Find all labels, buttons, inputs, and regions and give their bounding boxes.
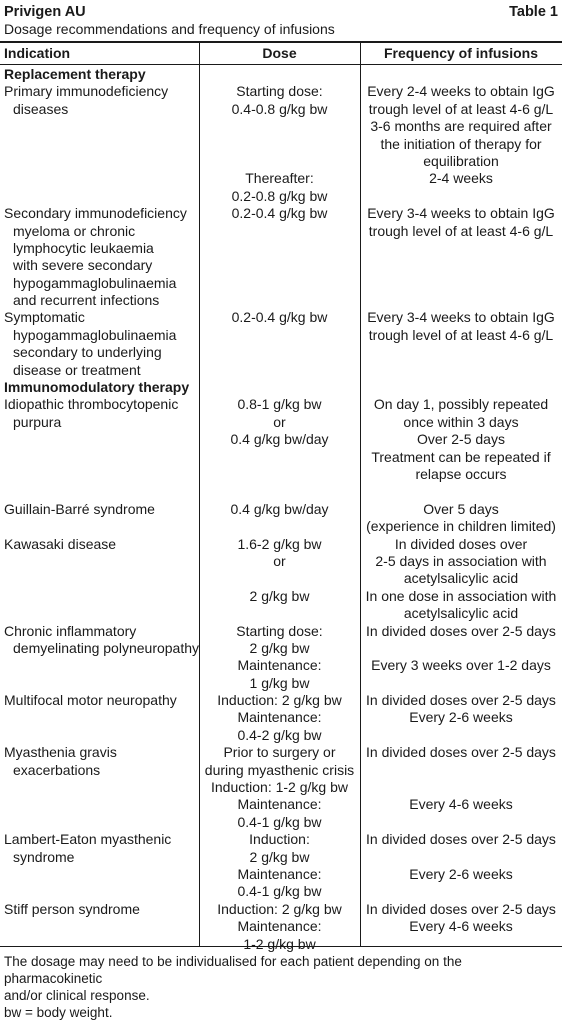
cell-line: Idiopathic thrombocytopenic xyxy=(4,396,179,413)
cell-line: In divided doses over 2-5 days xyxy=(366,900,556,917)
column-header-row xyxy=(0,43,562,64)
cell-line: acetylsalicylic acid xyxy=(403,605,519,622)
footnote xyxy=(4,953,558,1021)
cell-line: lymphocytic leukaemia xyxy=(13,239,154,256)
dose-cell xyxy=(199,831,360,901)
cell-line: Maintenance: xyxy=(237,796,322,813)
cell-line: and recurrent infections xyxy=(13,292,160,309)
indication-cell xyxy=(0,536,199,623)
table-row xyxy=(0,831,562,901)
cell-line xyxy=(4,675,199,692)
cell-line xyxy=(199,327,360,344)
cell-line: 0.2-0.4 g/kg bw xyxy=(231,309,328,326)
cell-line: Every 3-4 weeks to obtain IgG xyxy=(367,205,555,222)
indication-cell xyxy=(0,744,199,831)
cell-line: acetylsalicylic acid xyxy=(403,570,519,587)
cell-line: with severe secondary xyxy=(13,257,153,274)
cell-line xyxy=(199,518,360,535)
cell-line: relapse occurs xyxy=(415,466,507,483)
cell-line xyxy=(360,188,562,205)
cell-line: Treatment can be repeated if xyxy=(371,448,551,465)
cell-line xyxy=(199,344,360,361)
cell-line: 0.2-0.8 g/kg bw xyxy=(231,187,328,204)
cell-line: equilibration xyxy=(423,152,499,169)
cell-line: Every 4-6 weeks xyxy=(409,918,513,935)
cell-line: exacerbations xyxy=(13,761,101,778)
cell-line xyxy=(4,483,199,500)
table-title: Privigen AU xyxy=(4,4,86,20)
frequency-cell xyxy=(360,501,562,536)
dose-cell xyxy=(199,83,360,205)
frequency-cell xyxy=(360,309,562,379)
cell-line: 1-2 g/kg bw xyxy=(243,935,316,952)
cell-line: during myasthenic crisis xyxy=(204,761,355,778)
cell-line xyxy=(360,779,562,796)
dose-cell xyxy=(199,396,360,500)
cell-line: On day 1, possibly repeated xyxy=(373,396,549,413)
cell-line: demyelinating polyneuropathy xyxy=(13,639,200,656)
cell-line xyxy=(199,605,360,622)
dose-cell xyxy=(199,692,360,744)
cell-line xyxy=(4,449,199,466)
cell-line: Lambert-Eaton myasthenic xyxy=(4,831,172,848)
cell-line xyxy=(360,883,562,900)
cell-line xyxy=(4,570,199,587)
indication-cell xyxy=(0,623,199,693)
table-row xyxy=(0,501,562,536)
cell-line: 0.4-1 g/kg bw xyxy=(237,883,322,900)
column-header-dose: Dose xyxy=(262,45,297,61)
cell-line: Stiff person syndrome xyxy=(4,900,140,917)
frequency-cell xyxy=(360,205,562,309)
cell-line: or xyxy=(273,413,286,430)
cell-line xyxy=(199,223,360,240)
indication-cell xyxy=(0,501,199,536)
indication-cell xyxy=(0,83,199,205)
cell-line xyxy=(4,779,199,796)
cell-line: In divided doses over xyxy=(394,535,528,552)
table-row xyxy=(0,536,562,623)
cell-line xyxy=(199,483,360,500)
cell-line xyxy=(4,118,199,135)
cell-line: 2-4 weeks xyxy=(429,170,493,187)
cell-line xyxy=(4,518,199,535)
cell-line: Prior to surgery or xyxy=(223,744,336,761)
cell-line xyxy=(4,918,199,935)
cell-line: myeloma or chronic xyxy=(13,222,136,239)
cell-line: Every 2-6 weeks xyxy=(409,709,513,726)
cell-line: Guillain-Barré syndrome xyxy=(4,500,155,517)
cell-line: In divided doses over 2-5 days xyxy=(366,622,556,639)
dose-cell xyxy=(199,623,360,693)
indication-cell xyxy=(0,692,199,744)
cell-line: Maintenance: xyxy=(237,657,322,674)
cell-line: Maintenance: xyxy=(237,866,322,882)
cell-line: secondary to underlying xyxy=(13,344,162,361)
section-heading-replacement: Replacement therapy xyxy=(4,66,146,82)
cell-line: or xyxy=(273,552,286,569)
cell-line: Induction: 1-2 g/kg bw xyxy=(211,779,348,796)
cell-line: Symptomatic xyxy=(4,309,85,326)
cell-line: Myasthenia gravis xyxy=(4,744,117,761)
cell-line: Induction: 2 g/kg bw xyxy=(217,692,342,709)
section-heading-immunomodulatory: Immunomodulatory therapy xyxy=(4,379,190,396)
cell-line: Every 2-6 weeks xyxy=(409,866,513,882)
cell-line: Every 2-4 weeks to obtain IgG xyxy=(367,83,555,100)
cell-line: Every 3 weeks over 1-2 days xyxy=(371,657,551,674)
cell-line xyxy=(4,431,199,448)
header-rule xyxy=(0,64,562,65)
cell-line xyxy=(4,814,199,831)
dose-cell xyxy=(199,501,360,536)
cell-line: purpura xyxy=(13,413,62,430)
table-row xyxy=(0,692,562,744)
cell-line: diseases xyxy=(13,100,69,117)
table-body xyxy=(0,66,562,953)
indication-cell xyxy=(0,831,199,901)
cell-line xyxy=(199,153,360,170)
cell-line: Over 2-5 days xyxy=(417,431,505,448)
cell-line: 0.4-1 g/kg bw xyxy=(237,813,322,830)
cell-line xyxy=(199,292,360,309)
dose-cell xyxy=(199,536,360,623)
cell-line xyxy=(4,170,199,187)
cell-line: the initiation of therapy for xyxy=(380,135,542,152)
cell-line: Kawasaki disease xyxy=(4,535,117,552)
cell-line: 0.2-0.4 g/kg bw xyxy=(231,205,328,222)
cell-line: syndrome xyxy=(13,848,75,865)
cell-line xyxy=(199,466,360,483)
table-label: Table 1 xyxy=(509,4,558,20)
row-group xyxy=(0,83,562,379)
table-row xyxy=(0,623,562,693)
cell-line xyxy=(199,240,360,257)
cell-line: Starting dose: xyxy=(236,83,323,100)
cell-line xyxy=(4,727,199,744)
cell-line xyxy=(360,814,562,831)
frequency-cell xyxy=(360,744,562,831)
cell-line xyxy=(199,362,360,379)
cell-line: Thereafter: xyxy=(245,170,314,187)
cell-line: 0.8-1 g/kg bw xyxy=(237,396,322,413)
dose-cell xyxy=(199,309,360,379)
cell-line: 2-5 days in association with xyxy=(375,552,547,569)
table-row xyxy=(0,309,562,379)
dose-cell xyxy=(199,744,360,831)
cell-line: 2 g/kg bw xyxy=(249,848,310,865)
frequency-cell xyxy=(360,831,562,901)
cell-line: Multifocal motor neuropathy xyxy=(4,692,177,709)
cell-line: Primary immunodeficiency xyxy=(4,83,169,100)
cell-line xyxy=(4,709,199,726)
table-row xyxy=(0,396,562,500)
cell-line: Maintenance: xyxy=(237,709,322,726)
cell-line xyxy=(4,188,199,205)
cell-line: 1 g/kg bw xyxy=(249,674,310,691)
indication-cell xyxy=(0,396,199,500)
cell-line xyxy=(360,344,562,361)
cell-line xyxy=(4,796,199,813)
cell-line: Secondary immunodeficiency xyxy=(4,205,187,222)
cell-line: 2 g/kg bw xyxy=(249,639,310,656)
indication-cell xyxy=(0,205,199,309)
column-header-frequency: Frequency of infusions xyxy=(383,45,538,61)
frequency-cell xyxy=(360,692,562,744)
cell-line xyxy=(360,762,562,779)
cell-line: Every 4-6 weeks xyxy=(409,796,513,813)
cell-line xyxy=(199,275,360,292)
cell-line: trough level of at least 4-6 g/L xyxy=(368,326,554,343)
frequency-cell xyxy=(360,83,562,205)
cell-line: 0.4 g/kg bw/day xyxy=(230,500,329,517)
footnote-line: The dosage may need to be individualised for each patient depending on the pharmacokinetic xyxy=(4,954,462,986)
cell-line xyxy=(4,153,199,170)
cell-line xyxy=(199,118,360,135)
cell-line: In divided doses over 2-5 days xyxy=(366,692,556,709)
cell-line xyxy=(199,136,360,153)
cell-line: 0.4-0.8 g/kg bw xyxy=(231,100,328,117)
cell-line xyxy=(4,936,199,953)
table-row xyxy=(0,205,562,309)
cell-line xyxy=(4,136,199,153)
table-subtitle: Dosage recommendations and frequency of infusions xyxy=(4,21,335,38)
cell-line: hypogammaglobulinaemia xyxy=(13,274,177,291)
cell-line xyxy=(4,657,199,674)
cell-line: Maintenance: xyxy=(237,918,322,935)
cell-line xyxy=(360,292,562,309)
cell-line: Over 5 days xyxy=(423,500,499,517)
footnote-line: and/or clinical response. xyxy=(4,988,150,1003)
dose-cell xyxy=(199,205,360,309)
cell-line: Chronic inflammatory xyxy=(4,622,137,639)
cell-line xyxy=(4,553,199,570)
table-row xyxy=(0,744,562,831)
cell-line xyxy=(360,675,562,692)
indication-cell xyxy=(0,309,199,379)
cell-line: Every 3-4 weeks to obtain IgG xyxy=(367,309,555,326)
cell-line xyxy=(199,570,360,587)
table-header xyxy=(4,4,558,39)
cell-line xyxy=(360,240,562,257)
cell-line xyxy=(199,449,360,466)
cell-line xyxy=(360,257,562,274)
cell-line: Induction: 2 g/kg bw xyxy=(217,900,342,917)
cell-line: 3-6 months are required after xyxy=(370,118,552,135)
cell-line xyxy=(4,883,199,900)
cell-line: 2 g/kg bw xyxy=(249,587,310,604)
cell-line: once within 3 days xyxy=(403,413,519,430)
cell-line: 0.4 g/kg bw/day xyxy=(230,431,329,448)
cell-line xyxy=(360,849,562,866)
column-header-indication: Indication xyxy=(4,45,71,61)
cell-line xyxy=(360,640,562,657)
cell-line: (experience in children limited) xyxy=(366,518,556,535)
bottom-rule xyxy=(0,946,562,947)
cell-line: Starting dose: xyxy=(236,622,323,639)
cell-line: trough level of at least 4-6 g/L xyxy=(368,100,554,117)
cell-line: hypogammaglobulinaemia xyxy=(13,326,177,343)
cell-line xyxy=(360,362,562,379)
footnote-line: bw = body weight. xyxy=(4,1005,113,1020)
cell-line xyxy=(360,727,562,744)
frequency-cell xyxy=(360,623,562,693)
cell-line xyxy=(4,605,199,622)
cell-line: In divided doses over 2-5 days xyxy=(366,744,556,761)
cell-line: trough level of at least 4-6 g/L xyxy=(368,222,554,239)
cell-line: In divided doses over 2-5 days xyxy=(366,831,556,848)
table-row xyxy=(0,83,562,205)
frequency-cell xyxy=(360,536,562,623)
cell-line: 0.4-2 g/kg bw xyxy=(237,726,322,743)
row-group xyxy=(0,396,562,953)
cell-line xyxy=(360,936,562,953)
cell-line: Induction: xyxy=(249,831,310,848)
cell-line xyxy=(199,257,360,274)
cell-line xyxy=(4,588,199,605)
cell-line xyxy=(360,275,562,292)
cell-line: disease or treatment xyxy=(13,361,141,378)
cell-line xyxy=(4,466,199,483)
frequency-cell xyxy=(360,396,562,500)
cell-line xyxy=(360,483,562,500)
cell-line: In one dose in association with xyxy=(365,587,557,604)
cell-line: 1.6-2 g/kg bw xyxy=(237,535,322,552)
cell-line xyxy=(4,866,199,883)
